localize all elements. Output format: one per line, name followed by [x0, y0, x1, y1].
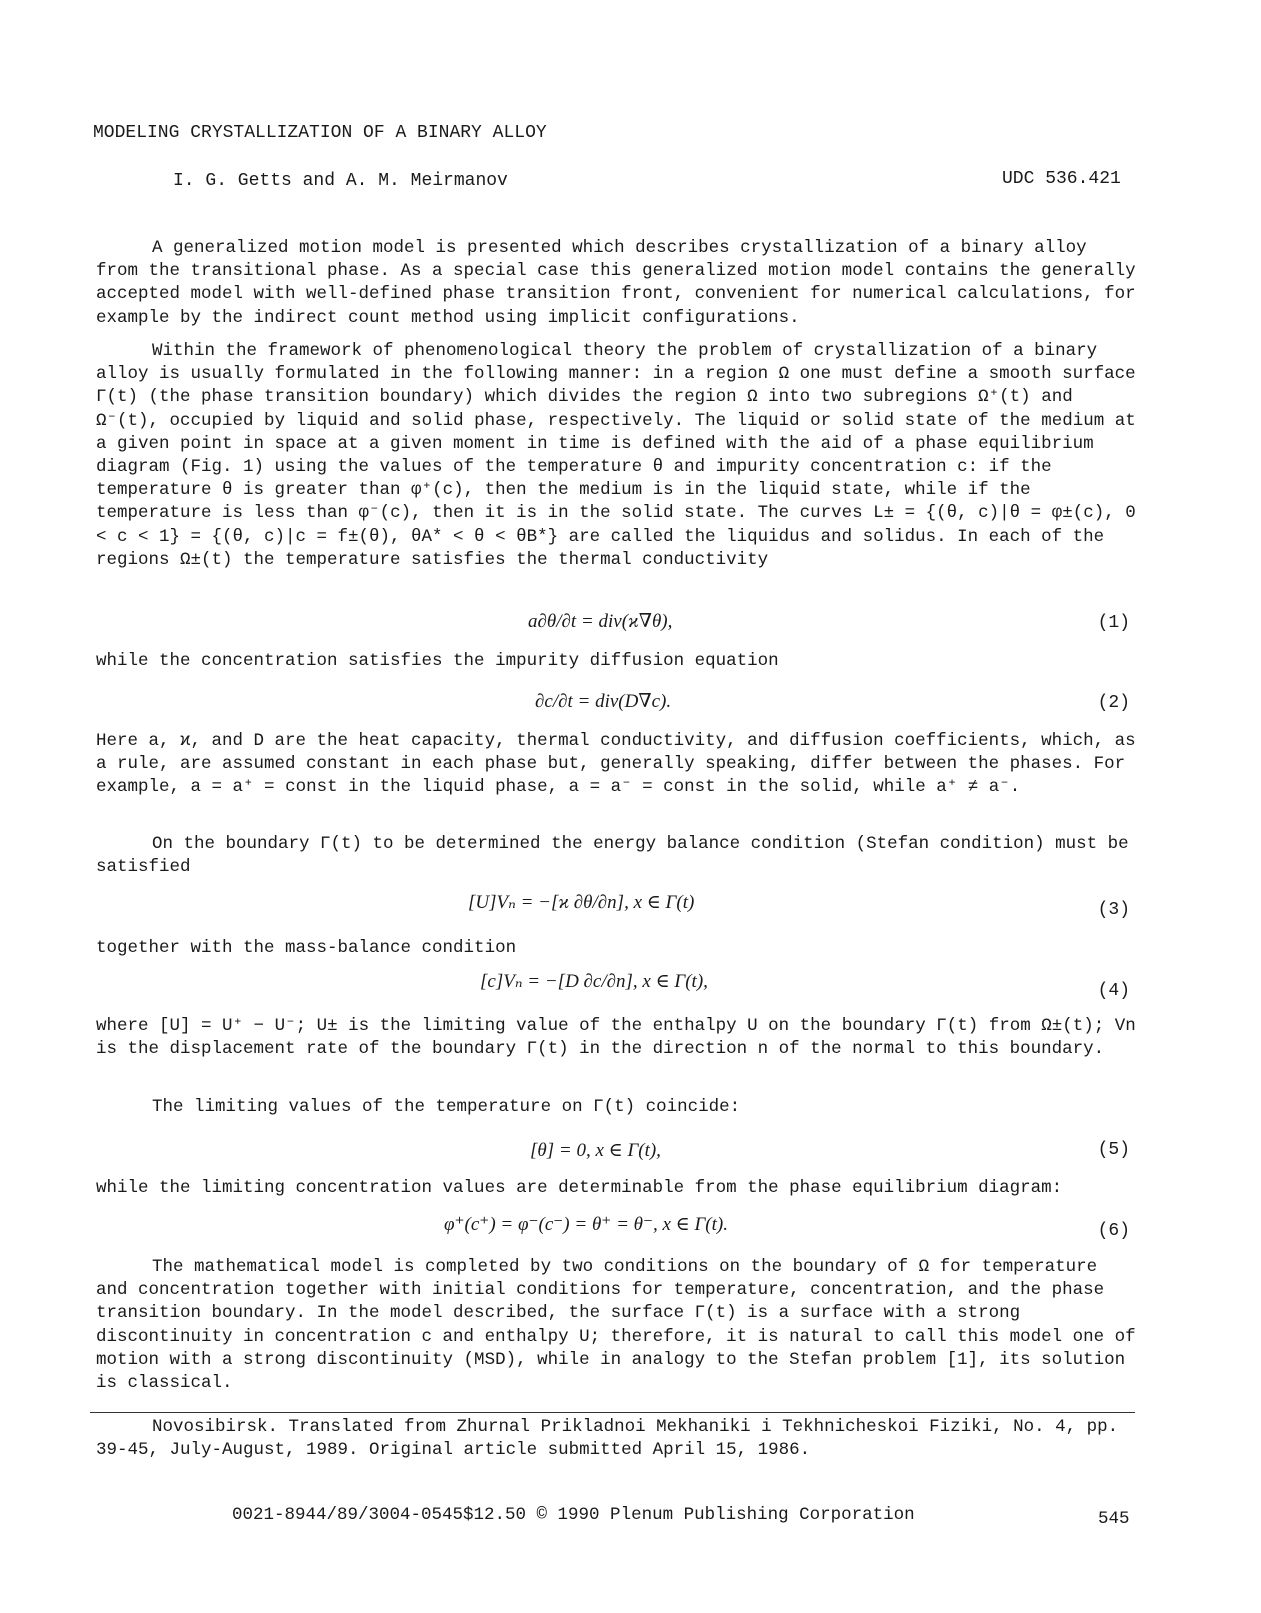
equation-2: ∂c/∂t = div(D∇c).	[535, 691, 672, 712]
text-after-eq1: while the concentration satisfies the impurity diffusion equation	[96, 651, 779, 671]
paragraph-intro: Within the framework of phenomenological theory the problem of crystallization of a binary alloy is usually formulated in the following manner: in a region Ω one must define a smooth surface Γ(t) (the phase transition boundary) which divides the region Ω into two subregions Ω⁺(t) and Ω⁻(t), occupied by liquid and solid phase, respectively. The liquid or solid state of the medium at a given point in space at a given moment in time is defined with the aid of a phase equilibrium diagram (Fig. 1) using the values of the temperature θ and impurity concentration c: if the temperature θ is greater than φ⁺(c), then the medium is in the liquid state, while if the temperature is less than φ⁻(c), then it is in the solid state. The curves L± = {(θ, c)|θ = φ±(c), 0 < c < 1} = {(θ, c)|c = f±(θ), θA* < θ < θB*} are called the liquidus and solidus. In each of the regions Ω±(t) the temperature satisfies the thermal conductivity	[96, 341, 1136, 570]
text-after-eq3: together with the mass-balance condition	[96, 938, 517, 958]
footnote: Novosibirsk. Translated from Zhurnal Prikladnoi Mekhaniki i Tekhnicheskoi Fiziki, No. 4, pp. 39-45, July-August, 1989. Original article submitted April 15, 1986.	[96, 1417, 1119, 1461]
equation-4-number: (4)	[1097, 981, 1130, 1001]
abstract: A generalized motion model is presented which describes crystallization of a binary alloy from the transitional phase. As a special case this generalized motion model contains the generally accepted model with well-defined phase transition front, convenient for numerical calculations, for example by the indirect count method using implicit configurations.	[96, 238, 1136, 328]
equation-5: [θ] = 0, x ∈ Γ(t),	[530, 1140, 661, 1161]
equation-1: a∂θ/∂t = div(ϰ∇θ),	[528, 611, 673, 632]
paragraph-enthalpy: where [U] = U⁺ − U⁻; U± is the limiting value of the enthalpy U on the boundary Γ(t) from Ω±(t); Vn is the displacement rate of the boundary Γ(t) in the direction n of the normal to this boundary.	[96, 1016, 1136, 1060]
paragraph-stefan: On the boundary Γ(t) to be determined the energy balance condition (Stefan condition) must be satisfied	[96, 834, 1129, 878]
footnote-rule	[90, 1412, 1135, 1413]
equation-3-number: (3)	[1097, 900, 1130, 920]
equation-4: [c]Vₙ = −[D ∂c/∂n], x ∈ Γ(t),	[480, 971, 708, 992]
equation-3: [U]Vₙ = −[ϰ ∂θ/∂n], x ∈ Γ(t)	[468, 892, 695, 913]
equation-2-number: (2)	[1097, 693, 1130, 713]
equation-5-number: (5)	[1097, 1140, 1130, 1160]
paragraph-msd-model: The mathematical model is completed by two conditions on the boundary of Ω for temperature and concentration together with initial conditions for temperature, concentration, and the phase transition boundary. In the model described, the surface Γ(t) is a surface with a strong discontinuity in concentration c and enthalpy U; therefore, it is natural to call this model one of motion with a strong discontinuity (MSD), while in analogy to the Stefan problem [1], its solution is classical.	[96, 1257, 1136, 1394]
paper-title: MODELING CRYSTALLIZATION OF A BINARY ALLOY	[93, 123, 547, 143]
page-number: 545	[1098, 1509, 1130, 1529]
equation-1-number: (1)	[1097, 613, 1130, 633]
footer-code: 0021-8944/89/3004-0545$12.50 © 1990 Plenum Publishing Corporation	[232, 1505, 915, 1525]
paragraph-temperature-limits: The limiting values of the temperature on Γ(t) coincide:	[152, 1097, 741, 1117]
text-after-eq5: while the limiting concentration values are determinable from the phase equilibrium diagram:	[96, 1178, 1063, 1198]
udc-code: UDC 536.421	[1002, 169, 1121, 189]
equation-6-number: (6)	[1097, 1221, 1130, 1241]
equation-6: φ⁺(c⁺) = φ⁻(c⁻) = θ⁺ = θ⁻, x ∈ Γ(t).	[444, 1214, 728, 1235]
paragraph-coefficients: Here a, ϰ, and D are the heat capacity, thermal conductivity, and diffusion coefficients, which, as a rule, are assumed constant in each phase but, generally speaking, differ between the phases. For example, a = a⁺ = const in the liquid phase, a = a⁻ = const in the solid, while a⁺ ≠ a⁻.	[96, 731, 1136, 798]
author-line: I. G. Getts and A. M. Meirmanov	[173, 171, 508, 191]
